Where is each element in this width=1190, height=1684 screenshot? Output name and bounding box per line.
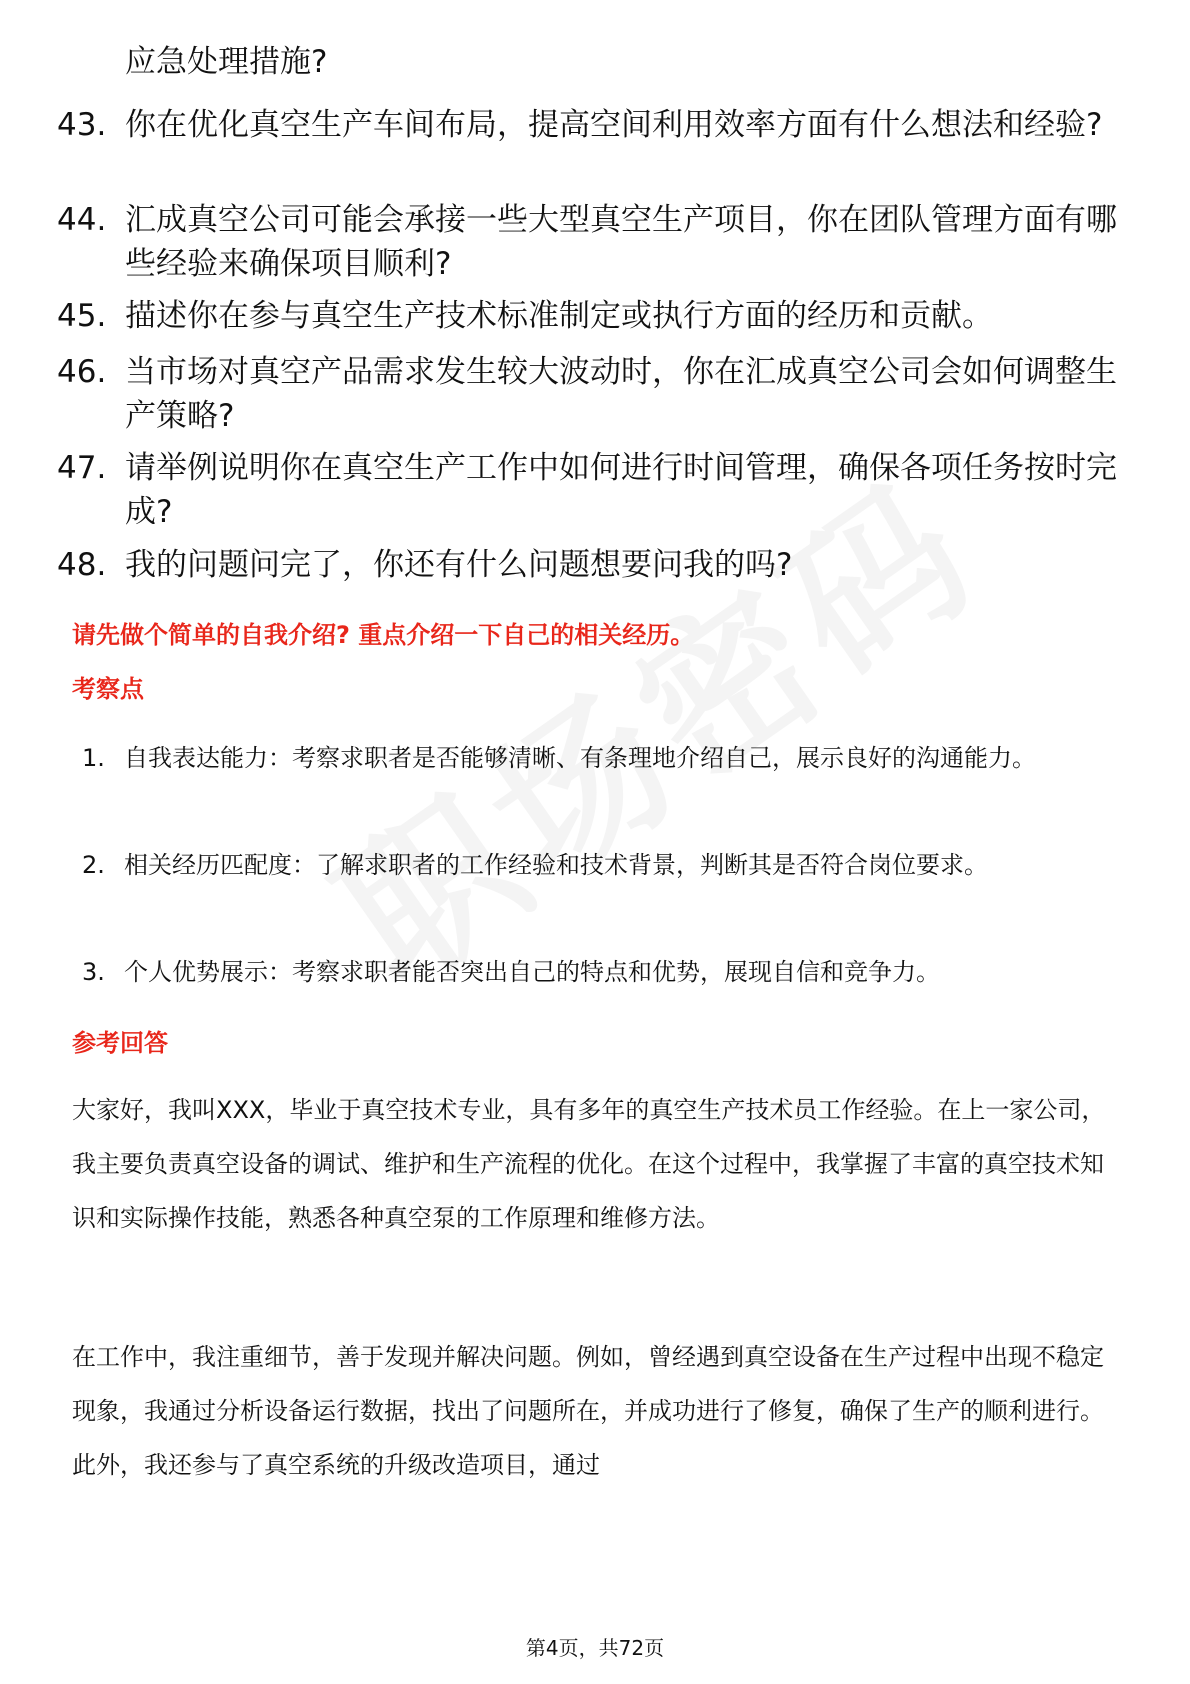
question-text: 应急处理措施? <box>125 44 328 80</box>
point-number: 1. <box>82 744 105 772</box>
page-footer: 第4页，共72页 <box>525 1636 665 1660</box>
question-text: 汇成真空公司可能会承接一些大型真空生产项目，你在团队管理方面有哪些经验来确保项目顺利? <box>125 202 1117 282</box>
point-number: 3. <box>82 958 105 986</box>
question-45 <box>57 294 1117 338</box>
answer-paragraph-2: 在工作中，我注重细节，善于发现并解决问题。例如，曾经遇到真空设备在生产过程中出现不稳定现象，我通过分析设备运行数据，找出了问题所在，并成功进行了修复，确保了生产的顺利进行。此外，我还参与了真空系统的升级改造项目，通过 <box>72 1343 1104 1479</box>
question-text: 描述你在参与真空生产技术标准制定或执行方面的经历和贡献。 <box>125 298 993 334</box>
question-text: 请举例说明你在真空生产工作中如何进行时间管理，确保各项任务按时完成? <box>125 450 1117 530</box>
point-text: 自我表达能力：考察求职者是否能够清晰、有条理地介绍自己，展示良好的沟通能力。 <box>124 744 1036 772</box>
question-text: 我的问题问完了，你还有什么问题想要问我的吗? <box>125 547 793 583</box>
question-43 <box>57 103 1117 147</box>
point-text: 个人优势展示：考察求职者能否突出自己的特点和优势，展现自信和竞争力。 <box>124 958 940 986</box>
question-continuation <box>57 40 1117 84</box>
assessment-heading: 考察点 <box>72 675 144 703</box>
point-text: 相关经历匹配度：了解求职者的工作经验和技术背景，判断其是否符合岗位要求。 <box>124 851 988 879</box>
question-number: 45. <box>57 298 107 334</box>
question-number: 46. <box>57 354 107 390</box>
section-question-title: 请先做个简单的自我介绍? 重点介绍一下自己的相关经历。 <box>72 621 695 649</box>
question-number: 48. <box>57 547 107 583</box>
question-number: 44. <box>57 202 107 238</box>
question-number: 43. <box>57 107 107 143</box>
question-number: 47. <box>57 450 107 486</box>
assessment-point-1 <box>82 731 1122 785</box>
question-48 <box>57 543 1117 587</box>
question-47 <box>57 446 1117 534</box>
question-44 <box>57 198 1117 286</box>
point-number: 2. <box>82 851 105 879</box>
question-text: 你在优化真空生产车间布局，提高空间利用效率方面有什么想法和经验? <box>125 107 1103 143</box>
answer-paragraph-1: 大家好，我叫XXX，毕业于真空技术专业，具有多年的真空生产技术员工作经验。在上一家公司，我主要负责真空设备的调试、维护和生产流程的优化。在这个过程中，我掌握了丰富的真空技术知识和实际操作技能，熟悉各种真空泵的工作原理和维修方法。 <box>72 1096 1106 1232</box>
answer-heading: 参考回答 <box>72 1029 168 1057</box>
question-46 <box>57 350 1117 438</box>
assessment-point-3 <box>82 945 1122 999</box>
assessment-point-2 <box>82 838 1122 892</box>
question-text: 当市场对真空产品需求发生较大波动时，你在汇成真空公司会如何调整生产策略? <box>125 354 1117 434</box>
